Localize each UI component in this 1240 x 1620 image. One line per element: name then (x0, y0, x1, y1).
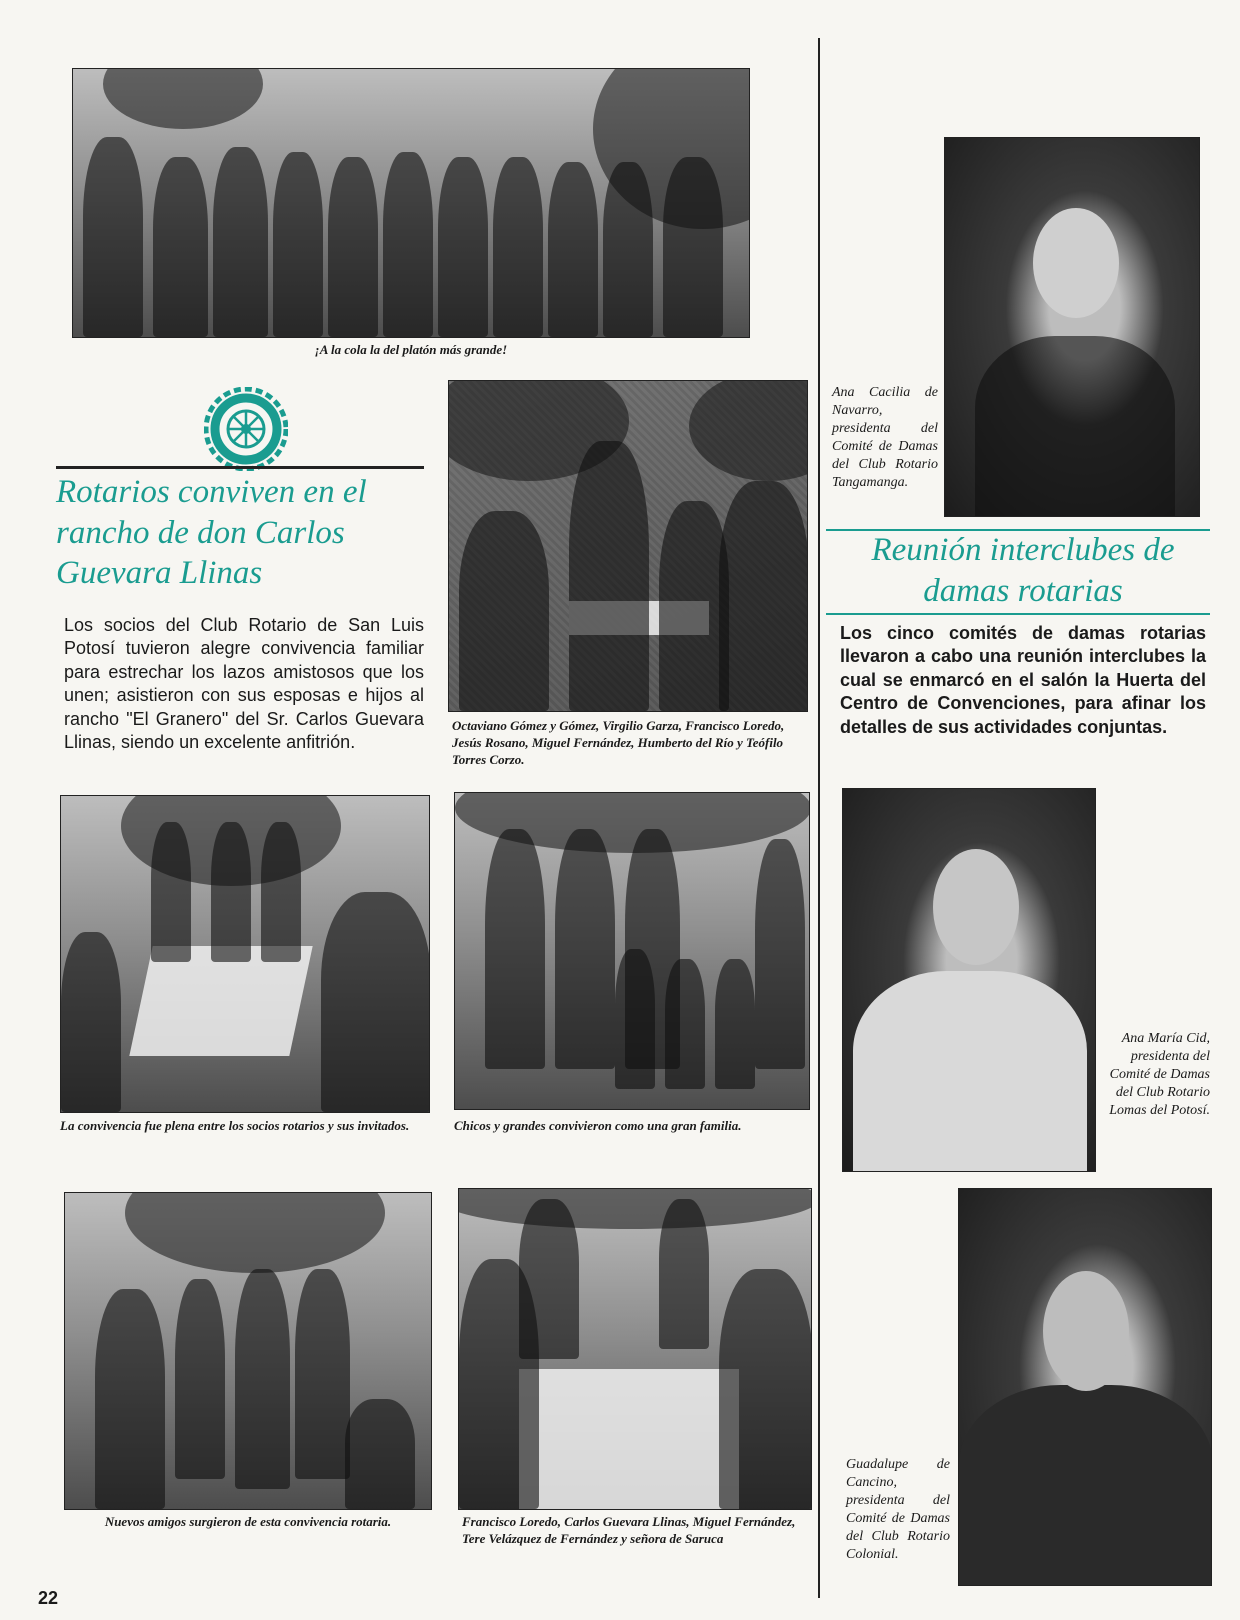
headline-rotarios: Rotarios conviven en el rancho de don Carlos Guevara Llinas (56, 474, 367, 592)
column-divider (818, 38, 820, 1598)
portrait-ana-maria (842, 788, 1096, 1172)
body-damas: Los cinco comités de damas rotarias llevaron a cabo una reunión interclubes la cual se enmarcó en el salón la Huerta del Centro de Convenciones, para afinar los detalles de sus actividades conjuntas. (840, 623, 1206, 737)
photo-group-table (448, 380, 808, 712)
page-number: 22 (38, 1588, 59, 1608)
photo-lunch (458, 1188, 812, 1510)
photo-kids (64, 1192, 432, 1510)
photo-family (454, 792, 810, 1110)
caption-ana-cecilia: Ana Cacilia de Navarro, presidenta del Comité de Damas del Club Rotario Tangamanga. (832, 385, 938, 490)
photo-long-table (60, 795, 430, 1113)
caption-guadalupe: Guadalupe de Cancino, presidenta del Comité de Damas del Club Rotario Colonial. (846, 1457, 950, 1562)
headline-rule-right-bottom (826, 613, 1210, 615)
rotary-logo-icon (204, 387, 288, 471)
photo-buffet-line (72, 68, 750, 338)
caption-long-table: La convivencia fue plena entre los socios rotarios y sus invitados. (60, 1118, 410, 1133)
portrait-ana-cecilia (944, 137, 1200, 517)
caption-ana-maria: Ana María Cid, presidenta del Comité de Damas del Club Rotario Lomas del Potosí. (1109, 1031, 1210, 1118)
caption-family: Chicos y grandes convivieron como una gran familia. (454, 1118, 742, 1133)
headline-rule-left (56, 466, 424, 469)
caption-lunch: Francisco Loredo, Carlos Guevara Llinas, Miguel Fernández, Tere Velázquez de Fernández y señora de Saruca (462, 1514, 796, 1546)
caption-group-table: Octaviano Gómez y Gómez, Virgilio Garza, Francisco Loredo, Jesús Rosano, Miguel Fernández, Humberto del Río y Teófilo Torres Corzo. (452, 718, 785, 767)
portrait-guadalupe (958, 1188, 1212, 1586)
caption-kids: Nuevos amigos surgieron de esta convivencia rotaria. (104, 1514, 392, 1529)
body-rotarios: Los socios del Club Rotario de San Luis Potosí tuvieron alegre convivencia familiar para estrechar los lazos amistosos que los unen; asistieron con sus esposas e hijos al rancho "El Granero" del Sr. Carlos Guevara Llinas, siendo un excelente anfitrión. (64, 615, 424, 752)
caption-top-photo: ¡A la cola la del platón más grande! (314, 342, 508, 357)
headline-damas: Reunión interclubes de damas rotarias (871, 532, 1175, 609)
